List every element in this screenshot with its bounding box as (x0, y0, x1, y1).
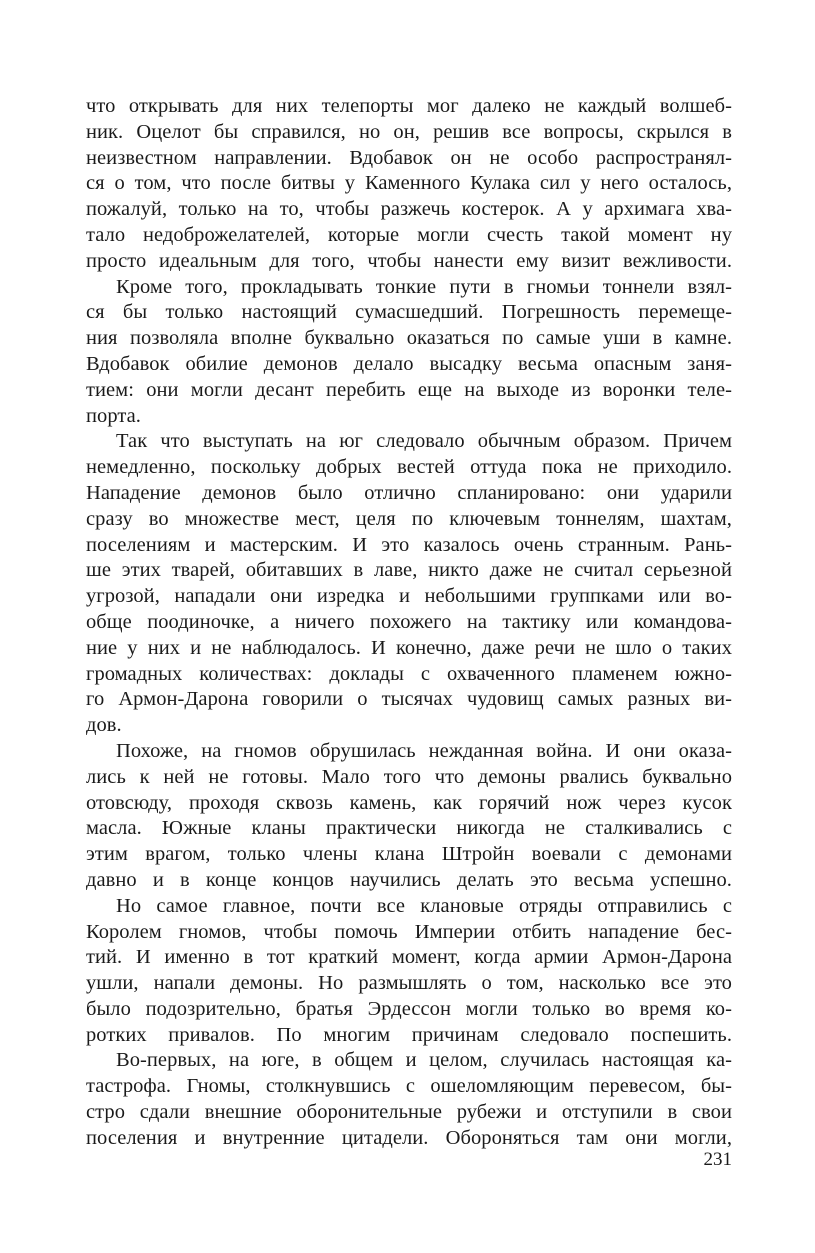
text-line: пожалуй, только на то, чтобы разжечь костерок. А у архимага хва- (86, 198, 732, 221)
paragraph-5 (86, 894, 732, 1049)
text-line: Во-первых, на юге, в общем и целом, случилась настоящая ка- (116, 1049, 732, 1072)
text-line: Но самое главное, почти все клановые отряды отправились с (116, 894, 732, 917)
text-line: ся о том, что после битвы у Каменного Кулака сил у него осталось, (86, 172, 732, 195)
paragraph-3 (86, 429, 732, 739)
text-line: ушли, напали демоны. Но размышлять о том, насколько все это (86, 972, 732, 995)
text-line: ся бы только настоящий сумасшедший. Погрешность перемеще- (86, 301, 732, 324)
text-line: дов. (86, 714, 122, 737)
page-text-block (86, 94, 732, 1152)
text-line: поселения и внутренние цитадели. Обороняться там они могли, (86, 1126, 732, 1149)
text-line: давно и в конце концов научились делать это весьма успешно. (86, 868, 732, 891)
text-line: было подозрительно, братья Эрдессон могли только во время ко- (86, 997, 732, 1020)
text-line: обще поодиночке, а ничего похожего на тактику или командова- (86, 610, 732, 633)
text-line: ния позволяла вполне буквально оказаться по самые уши в камне. (86, 327, 732, 350)
text-line: порта. (86, 404, 141, 427)
text-line: громадных количествах: доклады с охваченного пламенем южно- (86, 662, 732, 685)
paragraph-4 (86, 739, 732, 894)
text-line: просто идеальным для того, чтобы нанести ему визит вежливости. (86, 249, 732, 272)
text-line: Кроме того, прокладывать тонкие пути в гномьи тоннели взял- (116, 275, 732, 298)
text-line: немедленно, поскольку добрых вестей оттуда пока не приходило. (86, 456, 732, 479)
text-line: Так что выступать на юг следовало обычным образом. Причем (116, 430, 732, 453)
text-line: Нападение демонов было отлично спланировано: они ударили (86, 481, 732, 504)
text-line: ние у них и не наблюдалось. И конечно, даже речи не шло о таких (86, 636, 732, 659)
page-number: 231 (703, 1149, 732, 1170)
text-line: го Армон-Дарона говорили о тысячах чудовищ самых разных ви- (86, 688, 732, 711)
text-line: Вдобавок обилие демонов делало высадку весьма опасным заня- (86, 352, 732, 375)
text-line: сразу во множестве мест, целя по ключевым тоннелям, шахтам, (86, 507, 732, 530)
text-line: угрозой, нападали они изредка и небольшими группками или во- (86, 585, 732, 608)
text-line: этим врагом, только члены клана Штройн воевали с демонами (86, 843, 732, 866)
paragraph-6 (86, 1048, 732, 1151)
text-line: стро сдали внешние оборонительные рубежи и отступили в свои (86, 1101, 732, 1124)
text-line: лись к ней не готовы. Мало того что демоны рвались буквально (86, 765, 732, 788)
paragraph-2 (86, 275, 732, 430)
text-line: тием: они могли десант перебить еще на выходе из воронки теле- (86, 378, 732, 401)
text-line: поселениям и мастерским. И это казалось очень странным. Рань- (86, 533, 732, 556)
text-line: ник. Оцелот бы справился, но он, решив все вопросы, скрылся в (86, 120, 732, 143)
text-line: тало недоброжелателей, которые могли счесть такой момент ну (86, 223, 732, 246)
text-line: Похоже, на гномов обрушилась нежданная война. И они оказа- (116, 739, 732, 762)
paragraph-1 (86, 94, 732, 275)
text-line: тастрофа. Гномы, столкнувшись с ошеломляющим перевесом, бы- (86, 1075, 732, 1098)
text-line: ше этих тварей, обитавших в лаве, никто даже не считал серьезной (86, 559, 732, 582)
text-line: масла. Южные кланы практически никогда не сталкивались с (86, 817, 732, 840)
text-line: Королем гномов, чтобы помочь Империи отбить нападение бес- (86, 920, 732, 943)
text-line: неизвестном направлении. Вдобавок он не особо распространял- (86, 146, 732, 169)
text-line: отовсюду, проходя сквозь камень, как горячий нож через кусок (86, 791, 732, 814)
text-line: ротких привалов. По многим причинам следовало поспешить. (86, 1023, 732, 1046)
text-line: что открывать для них телепорты мог далеко не каждый волшеб- (86, 95, 732, 117)
text-line: тий. И именно в тот краткий момент, когда армии Армон-Дарона (86, 946, 732, 969)
